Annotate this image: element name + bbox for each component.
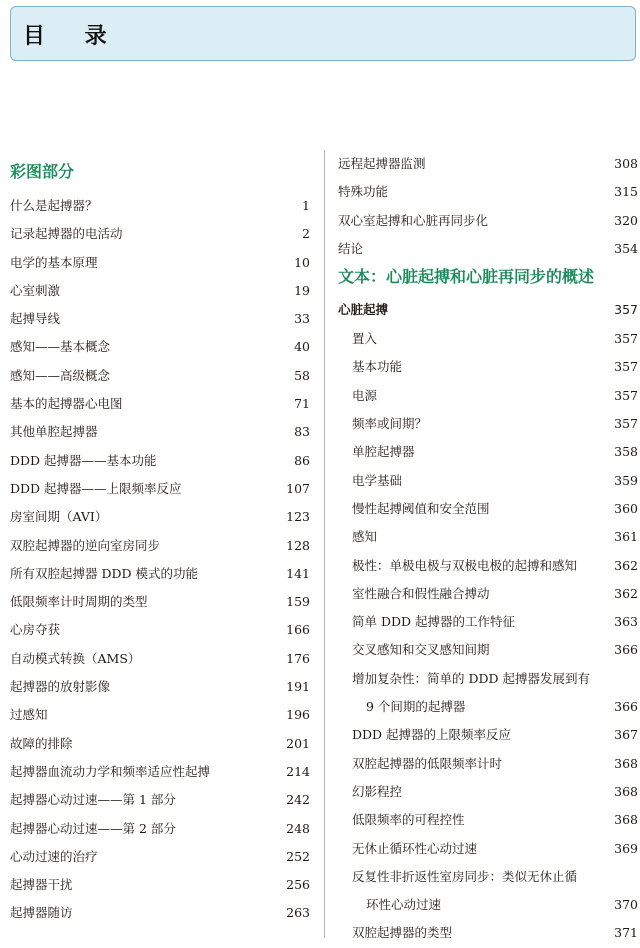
toc-entry-label: 起搏器的放射影像: [10, 679, 111, 695]
toc-entry-label: DDD 起搏器的上限频率反应: [352, 727, 512, 743]
toc-entry-page: 248: [286, 820, 310, 836]
toc-entry[interactable]: [338, 891, 638, 919]
toc-entry-page: 176: [286, 650, 310, 666]
right-toc-sub-list: [338, 325, 638, 948]
toc-entry[interactable]: [10, 815, 310, 843]
toc-entry-label: 感知——基本概念: [10, 339, 111, 355]
toc-entry-page: 362: [614, 557, 638, 573]
toc-entry[interactable]: [338, 863, 638, 891]
toc-entry-label: 过感知: [10, 707, 48, 723]
toc-entry-page: 263: [286, 905, 310, 921]
toc-entry-label: 慢性起搏阈值和安全范围: [352, 500, 490, 516]
toc-entry-page: 40: [294, 339, 310, 355]
toc-entry-page: 369: [614, 840, 638, 856]
toc-entry[interactable]: [338, 693, 638, 721]
toc-entry-page: 256: [286, 877, 310, 893]
toc-entry-page: 2: [302, 226, 310, 242]
toc-entry[interactable]: [338, 580, 638, 608]
toc-entry-page: 141: [286, 565, 310, 581]
right-section-title: 文本：心脏起搏和心脏再同步的概述: [338, 267, 595, 287]
toc-entry[interactable]: [338, 467, 638, 495]
toc-entry[interactable]: [338, 150, 638, 178]
toc-entry-label: 双心室起搏和心脏再同步化: [338, 212, 489, 228]
right-column: [338, 150, 638, 948]
toc-entry-page: 354: [614, 240, 638, 256]
toc-entry-label: 电源: [352, 387, 378, 403]
toc-entry[interactable]: [338, 919, 638, 947]
toc-entry[interactable]: [10, 220, 310, 248]
toc-entry[interactable]: [10, 730, 310, 758]
toc-entry-label: 自动模式转换（AMS）: [10, 650, 141, 666]
toc-entry[interactable]: [338, 325, 638, 353]
toc-entry-page: 128: [286, 537, 310, 553]
toc-entry-page: 366: [614, 642, 638, 658]
toc-entry-label: 电学基础: [352, 472, 403, 488]
toc-entry-label: 特殊功能: [338, 184, 389, 200]
toc-entry[interactable]: [10, 418, 310, 446]
toc-entry[interactable]: [338, 410, 638, 438]
toc-entry-page: 10: [294, 254, 310, 270]
toc-entry-label: 感知——高级概念: [10, 367, 111, 383]
toc-entry-page: 368: [614, 812, 638, 828]
toc-entry[interactable]: [10, 899, 310, 927]
toc-entry-label: 增加复杂性：简单的 DDD 起搏器发展到有: [352, 670, 591, 686]
toc-entry-page: 366: [614, 699, 638, 715]
toc-entry-label: 心室刺激: [10, 282, 61, 298]
toc-entry-label: DDD 起搏器——上限频率反应: [10, 480, 182, 496]
left-section-title: 彩图部分: [10, 162, 75, 181]
toc-entry-label: 电学的基本原理: [10, 254, 98, 270]
toc-entry-page: 159: [286, 594, 310, 610]
toc-entry-label: 双腔起搏器的逆向室房同步: [10, 537, 161, 553]
toc-entry[interactable]: [338, 523, 638, 551]
toc-entry-label: 心房夺获: [10, 622, 61, 638]
toc-entry-page: 1: [302, 198, 310, 213]
toc-entry-page: 196: [286, 707, 310, 723]
toc-entry-page: 363: [614, 614, 638, 630]
toc-entry[interactable]: [338, 608, 638, 636]
column-divider: [324, 150, 325, 938]
toc-entry-label: 房室间期（AVI）: [10, 509, 108, 525]
toc-entry-page: 357: [614, 359, 638, 375]
toc-entry-page: 368: [614, 783, 638, 799]
toc-entry-label: 室性融合和假性融合搏动: [352, 585, 490, 601]
toc-entry[interactable]: [338, 835, 638, 863]
left-column: [10, 158, 310, 928]
toc-entry-label: 其他单腔起搏器: [10, 424, 98, 440]
toc-heading-page: 357: [614, 302, 638, 318]
toc-entry[interactable]: [10, 786, 310, 814]
page-title: 目 录: [23, 24, 123, 49]
toc-entry-label: 故障的排除: [10, 735, 73, 751]
toc-entry-label: 幻影程控: [352, 783, 403, 799]
toc-entry-page: 252: [286, 848, 310, 864]
toc-entry-page: 357: [614, 331, 638, 347]
toc-entry-page: 357: [614, 387, 638, 403]
toc-entry-label: 起搏器血流动力学和频率适应性起搏: [10, 763, 211, 779]
toc-entry[interactable]: [10, 588, 310, 616]
toc-entry-label: 起搏器随访: [10, 905, 73, 921]
toc-heading-row[interactable]: [338, 295, 638, 325]
toc-entry[interactable]: [10, 249, 310, 277]
toc-heading-label: 心脏起搏: [338, 302, 389, 318]
toc-entry[interactable]: [10, 843, 310, 871]
toc-entry-label: 基本功能: [352, 359, 403, 375]
toc-entry-page: 83: [294, 424, 310, 440]
toc-entry-page: 191: [286, 679, 310, 695]
toc-entry-label: 无休止循环性心动过速: [352, 840, 478, 856]
toc-entry-page: 367: [614, 727, 638, 743]
toc-entry-page: 214: [286, 763, 310, 779]
toc-entry[interactable]: [338, 495, 638, 523]
toc-entry[interactable]: [10, 503, 310, 531]
toc-entry-page: 320: [614, 212, 638, 228]
toc-entry-label: DDD 起搏器——基本功能: [10, 452, 157, 468]
toc-entry-page: 33: [294, 311, 310, 327]
toc-entry-page: 19: [294, 282, 310, 298]
toc-entry[interactable]: [338, 636, 638, 664]
toc-entry[interactable]: [10, 758, 310, 786]
left-toc-list: [10, 192, 310, 928]
toc-entry-label: 频率或间期？: [352, 416, 428, 432]
toc-entry-label: 置入: [352, 331, 378, 347]
toc-entry-label: 记录起搏器的电活动: [10, 226, 123, 242]
toc-entry-page: 370: [614, 897, 638, 913]
toc-entry[interactable]: [10, 532, 310, 560]
toc-entry-label: 什么是起搏器？: [10, 198, 98, 213]
toc-entry-page: 123: [286, 509, 310, 525]
title-banner: [10, 6, 636, 61]
toc-entry[interactable]: [10, 475, 310, 503]
toc-entry-label: 结论: [338, 240, 364, 256]
toc-entry[interactable]: [10, 362, 310, 390]
toc-entry-label: 环性心动过速: [366, 897, 442, 913]
toc-entry-label: 双腔起搏器的低限频率计时: [352, 755, 503, 771]
toc-entry[interactable]: [338, 178, 638, 206]
toc-entry-page: 308: [614, 156, 638, 171]
toc-entry-label: 所有双腔起搏器 DDD 模式的功能: [10, 565, 199, 581]
toc-entry-page: 371: [614, 925, 638, 941]
toc-entry-label: 起搏器干扰: [10, 877, 73, 893]
toc-entry[interactable]: [338, 778, 638, 806]
toc-entry[interactable]: [10, 305, 310, 333]
toc-entry-page: 86: [294, 452, 310, 468]
toc-entry[interactable]: [338, 207, 638, 235]
toc-entry[interactable]: [10, 192, 310, 220]
right-toc-top-list: [338, 150, 638, 263]
toc-entry[interactable]: [10, 871, 310, 899]
toc-entry-page: 362: [614, 585, 638, 601]
toc-entry[interactable]: [10, 673, 310, 701]
toc-entry-page: 107: [286, 480, 310, 496]
toc-entry-label: 简单 DDD 起搏器的工作特征: [352, 614, 516, 630]
toc-entry[interactable]: [338, 235, 638, 263]
toc-entry-label: 交叉感知和交叉感知间期: [352, 642, 490, 658]
toc-entry[interactable]: [10, 616, 310, 644]
toc-entry[interactable]: [338, 665, 638, 693]
toc-entry-page: 315: [614, 184, 638, 200]
toc-entry[interactable]: [10, 390, 310, 418]
toc-entry[interactable]: [10, 645, 310, 673]
toc-entry-page: 361: [614, 529, 638, 545]
toc-entry-page: 359: [614, 472, 638, 488]
toc-entry-label: 9 个间期的起搏器: [366, 699, 466, 715]
toc-entry[interactable]: [338, 721, 638, 749]
toc-entry[interactable]: [10, 560, 310, 588]
toc-entry-page: 242: [286, 792, 310, 808]
toc-entry-label: 起搏导线: [10, 311, 61, 327]
toc-entry[interactable]: [338, 438, 638, 466]
toc-entry[interactable]: [10, 447, 310, 475]
toc-entry-label: 低限频率的可程控性: [352, 812, 465, 828]
toc-entry[interactable]: [10, 277, 310, 305]
toc-entry-label: 感知: [352, 529, 378, 545]
toc-entry[interactable]: [338, 750, 638, 778]
toc-entry-label: 远程起搏器监测: [338, 156, 426, 171]
toc-entry[interactable]: [338, 552, 638, 580]
toc-entry[interactable]: [10, 333, 310, 361]
toc-entry-label: 起搏器心动过速——第 2 部分: [10, 820, 176, 836]
toc-entry-label: 双腔起搏器的类型: [352, 925, 453, 941]
toc-entry-page: 368: [614, 755, 638, 771]
toc-entry-page: 358: [614, 444, 638, 460]
toc-entry-label: 基本的起搏器心电图: [10, 396, 123, 412]
toc-entry[interactable]: [10, 701, 310, 729]
toc-entry-page: 357: [614, 416, 638, 432]
toc-entry-page: 58: [294, 367, 310, 383]
toc-entry-page: 360: [614, 500, 638, 516]
toc-entry-label: 低限频率计时周期的类型: [10, 594, 148, 610]
toc-entry-label: 单腔起搏器: [352, 444, 415, 460]
toc-entry-page: 71: [294, 396, 310, 412]
toc-entry-page: 166: [286, 622, 310, 638]
toc-entry-label: 心动过速的治疗: [10, 848, 98, 864]
toc-entry[interactable]: [338, 806, 638, 834]
toc-entry-page: 201: [286, 735, 310, 751]
toc-entry[interactable]: [338, 382, 638, 410]
toc-entry-label: 极性：单极电极与双极电极的起搏和感知: [352, 557, 578, 573]
toc-entry[interactable]: [338, 353, 638, 381]
toc-entry-label: 起搏器心动过速——第 1 部分: [10, 792, 176, 808]
toc-entry-label: 反复性非折返性室房同步：类似无休止循: [352, 868, 578, 884]
